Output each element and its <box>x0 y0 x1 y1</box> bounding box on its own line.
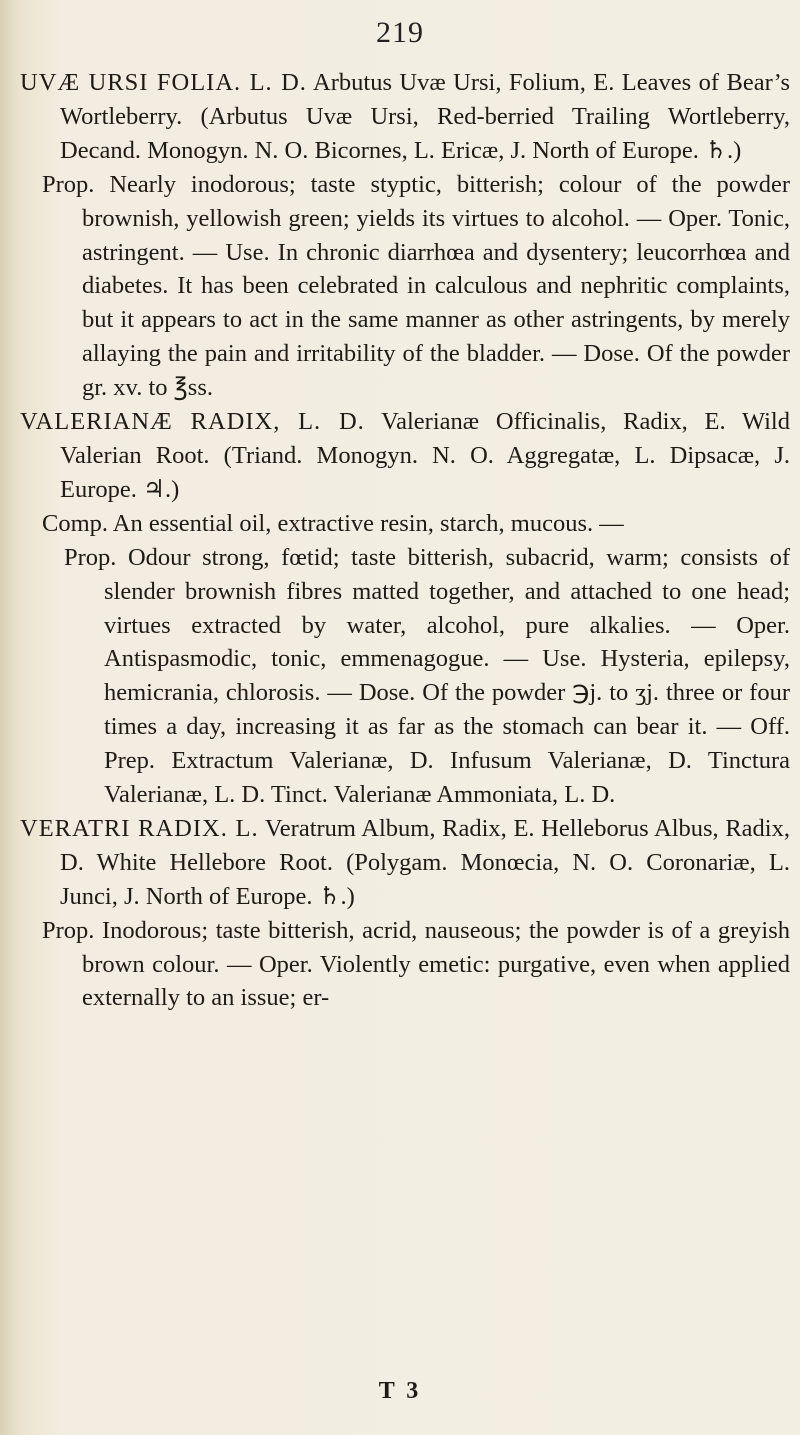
entry-paragraph <box>20 405 790 507</box>
entry-description: Veratrum Album, Radix, E. Helleborus Albus, Radix, D. White Hellebore Root. (Polygam. Monœcia, N. O. Coronariæ, L. Junci, J. North of Europe. ♄.) <box>60 814 790 910</box>
signature-mark: T 3 <box>378 1378 422 1404</box>
entry-section: Prop. Odour strong, fœtid; taste bitterish, subacrid, warm; consists of slender brownish fibres matted together, and attached to one head; virtues extracted by water, alcohol, pure alkalies. — Oper. Antispasmodic, tonic, emmenagogue. — Use. Hysteria, epilepsy, hemicrania, chlorosis. — Dose. Of the powder ℈j. to ʒj. three or four times a day, increasing it as far as the stomach can bear it. — Off. Prep. Extractum Valerianæ, D. Infusum Valerianæ, D. Tinctura Valerianæ, L. D. Tinct. Valerianæ Ammoniata, L. D. <box>64 543 790 809</box>
entry-description: Valerianæ Officinalis, Radix, E. Wild Valerian Root. (Triand. Monogyn. N. O. Aggregatæ, L. Dipsacæ, J. Europe. ♃.) <box>60 408 790 503</box>
page-number: 219 <box>376 16 424 49</box>
entry-paragraph <box>20 66 790 168</box>
entry-description: Arbutus Uvæ Ursi, Folium, E. Leaves of Bear’s Wortleberry. (Arbutus Uvæ Ursi, Red-berried Trailing Wortleberry, Decand. Monogyn. N. O. Bicornes, L. Ericæ, J. North of Europe. ♄.) <box>60 69 790 164</box>
entry-section: Prop. Inodorous; taste bitterish, acrid, nauseous; the powder is of a greyish brown colour. — Oper. Violently emetic: purgative, even when applied externally to an issue; er- <box>42 916 790 1012</box>
entry-uvae-ursi <box>20 66 790 405</box>
page-text <box>20 66 790 1015</box>
entry-valerianae <box>20 405 790 812</box>
entry-paragraph <box>20 812 790 914</box>
entry-veratri <box>20 812 790 1015</box>
entry-heading: VERATRI RADIX. L. <box>20 814 259 842</box>
entry-section: Comp. An essential oil, extractive resin, starch, mucous. — <box>42 509 624 537</box>
entry-heading: UVÆ URSI FOLIA. L. D. <box>20 69 307 96</box>
entry-section: Prop. Nearly inodorous; taste styptic, bitterish; colour of the powder brownish, yellowish green; yields its virtues to alcohol. — Oper. Tonic, astringent. — Use. In chronic diarrhœa and dysentery; leucorrhœa and diabetes. It has been celebrated in calculous and nephritic complaints, but it appears to act in the same manner as other astringents, by merely allaying the pain and irritability of the bladder. — Dose. Of the powder gr. xv. to ℥ss. <box>42 170 790 402</box>
entry-heading: VALERIANÆ RADIX, L. D. <box>20 408 365 436</box>
